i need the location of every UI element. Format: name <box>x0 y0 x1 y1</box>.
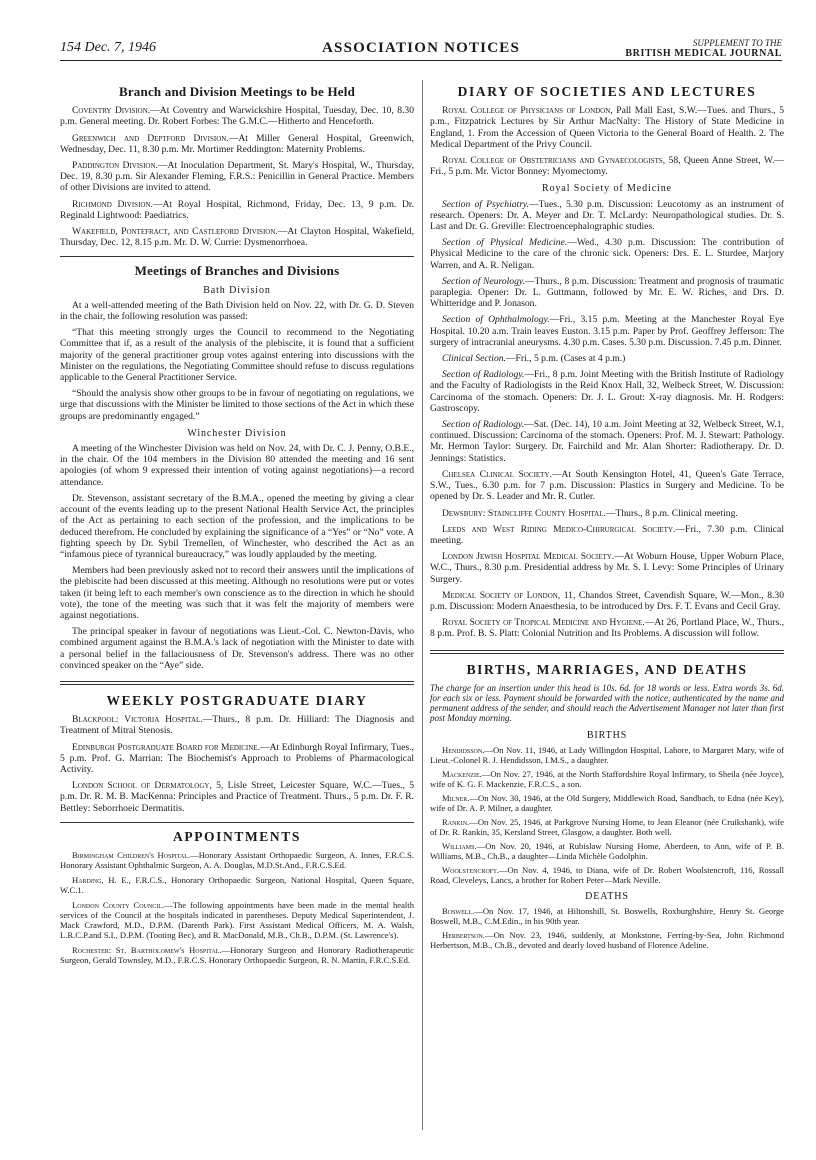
entry-name: Section of Radiology. <box>442 369 525 381</box>
entry-name: Harding, H. E., <box>72 874 131 885</box>
branch-meetings-list <box>60 105 414 248</box>
entry-name: Coventry Division. <box>72 105 151 117</box>
entry-name: Birmingham Children's Hospital. <box>72 849 191 860</box>
bmd-heading: BIRTHS, MARRIAGES, AND DEATHS <box>466 661 748 677</box>
header-rule <box>60 60 782 61</box>
insertion-notice: The charge for an insertion under this head is 10s. 6d. for 18 words or less. Extra words 3s. 6d. for each six or less. Payment should be forwarded with the notice, authenticated by the name and permanent address of the sender, and should reach the Advertisement Manager not later than first post Monday morning. <box>430 682 784 724</box>
branch-meetings-heading: Branch and Division Meetings to be Held <box>118 84 356 99</box>
list-item <box>430 865 784 885</box>
list-item <box>60 714 414 736</box>
entry-text: —At Coventry and Warwickshire Hospital, Tuesday, Dec. 10, 8.30 p.m. General meeting. Dr. Robert Forbes: The G.M.C.—Hitherto and Henceforth. <box>60 105 415 128</box>
entry-text: —On Nov. 25, 1946, at Parkgrove Nursing Home, to Jean Eleanor (née Cruikshank), wife of Dr. R. Rankin, 35, Kersland Street, Glasgow, a daughter. Both well. <box>430 816 784 837</box>
entry-text: —At South Kensington Hotel, 41, Queen's Gate Terrace, S.W., Tues., 6.30 p.m. for 7 p.m. Discussion: Plastics in Surgery and Medicine. To be opened by Dr. S. Leader and Mr. R. Cutler. <box>430 468 784 503</box>
entry-name: Section of Psychiatry. <box>442 198 530 210</box>
list-item <box>60 105 414 127</box>
section-title: ASSOCIATION NOTICES <box>322 40 520 56</box>
list-item <box>430 314 784 348</box>
diary-other-list <box>430 469 784 640</box>
bath-resolution: “Should the analysis show other groups to be in favour of negotiating on regulations, we urge that discussions with the Minister be limited to those sections of the Act in which these groups are predominantly engaged.” <box>60 388 414 422</box>
winchester-subheading: Winchester Division <box>187 427 287 439</box>
births-list <box>430 745 784 885</box>
appointments-list <box>60 850 414 965</box>
bath-paragraph: At a well-attended meeting of the Bath Division held on Nov. 22, with Dr. G. D. Steven in the chair, the following resolution was passed: <box>60 299 414 323</box>
bath-resolution: “That this meeting strongly urges the Council to recommend to the Negotiating Committee that if, as a result of the analysis of the plebiscite, it is found that a sufficient majority of the general practitioner group votes against entering into discussions with the Minister on the regulations, the Negotiating Committee should refuse to discuss regulations applicable to the General Practitioner Service. <box>60 327 414 384</box>
supplement-label <box>625 38 782 59</box>
entry-name: Section of Ophthalmology. <box>442 314 550 326</box>
list-item <box>430 419 784 464</box>
deaths-heading: DEATHS <box>585 890 629 902</box>
list-item <box>60 850 414 870</box>
entry-name: Richmond Division. <box>72 198 153 210</box>
right-column <box>430 80 784 954</box>
entry-name: Royal College of Physicians of London, <box>442 105 613 117</box>
entry-text: —At Woburn House, Upper Woburn Place, W.C., Thurs., 8.30 p.m. Presidential address by Mr. S. I. Levy: Some Principles of Urinary Surgery. <box>430 551 784 585</box>
entry-text: —On Nov. 20, 1946, at Rubislaw Nursing Home, Aberdeen, to Ann, wife of P. B. Williams, M.B., Ch.B., a daughter—Linda Michèle Godolphin. <box>430 840 784 861</box>
list-item <box>430 769 784 789</box>
list-item <box>430 551 784 585</box>
entry-text: —Honorary Assistant Orthopaedic Surgeon, A. Innes, F.R.C.S. Honorary Assistant Ophthalmic Surgeon, A. A. Douglas, M.D.St.And., F.R.C.S.Ed. <box>60 849 414 870</box>
entry-name: Herbertson. <box>442 929 485 940</box>
list-item <box>60 226 414 248</box>
list-item <box>430 276 784 310</box>
entry-name: Woolstencroft. <box>442 864 499 875</box>
deaths-list <box>430 906 784 950</box>
entry-name: Wakefield, Pontefract, and Castleford Division. <box>72 226 278 238</box>
list-item <box>430 105 784 150</box>
entry-text: —Sat. (Dec. 14), 10 a.m. Joint Meeting at 32, Welbeck Street, W.1, continued. Discussion: Carcinoma of the stomach. Openers: Prof. M. J. Stewart: Pathology. Mr. Hermon Taylor: Surgery. Dr. Fairchild and Mr. Alan Shorter: Radiotherapy. Dr. D. Jennings: Statistics. <box>430 419 784 464</box>
list-item <box>60 133 414 155</box>
entry-name: Section of Radiology. <box>442 419 525 431</box>
list-item <box>430 617 784 639</box>
list-item <box>60 945 414 965</box>
entry-name: Paddington Division. <box>72 160 158 172</box>
entry-name: Blackpool: Victoria Hospital. <box>72 714 203 726</box>
entry-text: —Tues., 5.30 p.m. Discussion: Leucotomy as an instrument of research. Openers: Dr. A. Meyer and Dr. T. McLardy: Neuropathological studies. Dr. S. Last and Dr. G. Greville: Electroencephalographic studies. <box>430 198 784 233</box>
winchester-paragraph: A meeting of the Winchester Division was held on Nov. 24, with Dr. C. J. Penny, O.B.E., in the chair. Of the 104 members in the Division 80 attended the meeting and 16 sent apologies (of whom 9 expressed their intention of voting against negotiations)—a record attendance. <box>60 443 414 488</box>
entry-text: —At Clayton Hospital, Wakefield, Thursday, Dec. 12, 8.15 p.m. Mr. D. W. Currie: Dysmenorrhoea. <box>60 226 414 249</box>
list-item <box>430 199 784 233</box>
list-item <box>60 160 414 194</box>
list-item <box>60 780 414 814</box>
births-heading: BIRTHS <box>586 729 628 741</box>
winchester-paragraph: Dr. Stevenson, assistant secretary of the B.M.A., opened the meeting by giving a clear account of the events leading up to the present National Health Service Act, the principles of the Act as pertaining to each section of the profession, and the implications to be deduced therefrom. He concluded by explaining the significance of a “Yes” or “No” vote. A fighting speech by Dr. Sybil Tremellen, of Winchester, who described the Act as an “infamous piece of tyrannical bureaucracy,” was loudly applauded by the meeting. <box>60 492 414 560</box>
bath-subheading: Bath Division <box>203 284 271 296</box>
entry-name: Dewsbury: Staincliffe County Hospital. <box>442 507 606 519</box>
list-item <box>60 900 414 940</box>
entry-text: —On Nov. 4, 1946, to Diana, wife of Dr. Robert Woolstencroft, 116, Rossall Road, Cleveleys, Lancs, a brother for Robert Peter—Mark Neville. <box>430 864 784 885</box>
entry-name: London School of Dermatology, <box>72 780 212 792</box>
list-item <box>430 155 784 177</box>
list-item <box>430 930 784 950</box>
list-item <box>60 875 414 895</box>
list-item <box>430 508 784 519</box>
entry-name: Section of Physical Medicine. <box>442 237 568 249</box>
entry-text: —Fri., 8 p.m. Joint Meeting with the British Institute of Radiology and the Faculty of Radiologists in the Reid Knox Hall, 32, Welbeck Street, W. Discussion: Carcinoma of the stomach. Openers: Dr. J. L. Grout: X-ray diagnosis. Mr. H. Rodgers: Gastroscopy. <box>430 369 784 414</box>
entry-name: Williams. <box>442 840 477 851</box>
entry-name: Chelsea Clinical Society. <box>442 468 552 480</box>
rsm-list <box>430 199 784 464</box>
entry-text: 5, Lisle Street, Leicester Square, W.C.—Tues., 5 p.m. Dr. R. M. B. MacKenna: Principles and Practice of Treatment. Thurs., 5 p.m. Dr. F. R. Bettley: Seborrhoeic Dermatitis. <box>60 780 414 814</box>
list-item <box>430 590 784 612</box>
entry-name: Royal College of Obstetricians and Gynaecologists, <box>442 155 666 167</box>
supplement-line-2: BRITISH MEDICAL JOURNAL <box>625 48 782 59</box>
list-item <box>430 841 784 861</box>
entry-text: —On Nov. 27, 1946, at the North Staffordshire Royal Infirmary, to Sheila (née Joyce), wife of K. G. F. Mackenzie, F.R.C.S., a son. <box>430 768 784 789</box>
list-item <box>430 237 784 271</box>
entry-text: —Thurs., 8 p.m. Dr. Hilliard: The Diagnosis and Treatment of Mitral Stenosis. <box>60 714 414 737</box>
entry-name: Medical Society of London, <box>442 589 561 601</box>
entry-text: 11, Chandos Street, Cavendish Square, W.—Mon., 8.30 p.m. Discussion: Modern Anaesthesia, to be introduced by Drs. F. T. Evans and Cecil Gray. <box>430 589 784 612</box>
weekly-diary-heading: WEEKLY POSTGRADUATE DIARY <box>106 692 368 708</box>
entry-text: 58, Queen Anne Street, W.—Fri., 5 p.m. Mr. Victor Bonney: Myomectomy. <box>430 155 784 178</box>
appointments-heading: APPOINTMENTS <box>173 828 301 844</box>
entry-text: —At Inoculation Department, St. Mary's Hospital, W., Thursday, Dec. 19, 8.30 p.m. Sir Alexander Fleming, F.R.S.: Penicillin in General Practice. Members of other Divisions are invited to attend. <box>60 160 414 194</box>
entry-name: Rankin. <box>442 816 470 827</box>
list-item <box>430 353 784 364</box>
entry-text: —Thurs., 8 p.m. Clinical meeting. <box>605 507 738 519</box>
list-item <box>430 906 784 926</box>
entry-name: London Jewish Hospital Medical Society. <box>442 551 615 563</box>
entry-text: —Honorary Surgeon and Honorary Radiotherapeutic Surgeon, Gerald Townsley, M.D., F.R.C.S. Honorary Orthopaedic Surgeon, R. N. Martin, F.R.C.S.Ed. <box>60 944 414 965</box>
winchester-paragraph: The principal speaker in favour of negotiations was Lieut.-Col. C. Newton-Davis, who combined argument against the B.M.A.'s lack of negotiation with the Minister to date with a personal belief in the fallaciousness of Dr. Stevenson's address. There was no other convinced speaker on the “Aye” side. <box>60 626 414 671</box>
entry-text: —On Nov. 17, 1946, at Hiltonshill, St. Boswells, Roxburghshire, Henry St. George Boswell, M.B., C.M.Edin., in his 90th year. <box>430 905 784 926</box>
entry-text: Pall Mall East, S.W.—Tues. and Thurs., 5 p.m., Fitzpatrick Lectures by Sir Arthur MacNalty: The History of State Medicine in England, 1. From the Accession of Queen Victoria to the General Board of Health. 2. The Medical Department of the Privy Council. <box>430 105 785 150</box>
entry-name: Milner. <box>442 792 470 803</box>
entry-text: —On Nov. 30, 1946, at the Old Surgery, Middlewich Road, Sandbach, to Edna (née Key), wife of Dr. A. P. Milner, a daughter. <box>430 792 784 813</box>
winchester-paragraph: Members had been previously asked not to record their answers until the implications of the plebiscite had been discussed at this meeting. Although no resolutions were put or votes taken (it being left to each member's own conscience as to the direction in which he should vote), the tone of the meeting was such that it was felt the majority of members were against negotiations. <box>60 565 414 621</box>
section-divider <box>60 681 414 685</box>
meetings-heading: Meetings of Branches and Divisions <box>134 263 340 279</box>
entry-text: —Fri., 3.15 p.m. Meeting at the Manchester Royal Eye Hospital. 10.20 a.m. Train leaves Euston. 3.15 p.m. Paper by Prof. Geoffrey Jefferson: The surgery of intracranial aneurysms. 4.30 p.m. Cases. 5.30 p.m. Discussion. 7.45 p.m. Dinner. <box>430 314 784 348</box>
section-divider <box>60 822 414 823</box>
entry-text: —At 26, Portland Place, W., Thurs., 8 p.m. Prof. B. S. Platt: Colonial Nutrition and Its Problems. A discussion will follow. <box>430 617 784 640</box>
entry-name: Greenwich and Deptford Division. <box>72 132 229 144</box>
entry-text: F.R.C.S., Honorary Orthopaedic Surgeon, National Hospital, Queen Square, W.C.1. <box>60 874 415 895</box>
list-item <box>430 524 784 546</box>
entry-name: Boswell. <box>442 905 475 916</box>
entry-text: —At Miller General Hospital, Greenwich, Wednesday, Dec. 11, 8.30 p.m. Mr. Mortimer Reddington: Maternity Problems. <box>60 132 415 155</box>
list-item <box>430 369 784 414</box>
entry-text: —The following appointments have been made in the mental health services of the Council at the hospitals indicated in parentheses. Deputy Medical Superintendent, J. Mack Crawford, M.D., D.P.M. (Darenth Park). First Assistant Medical Officers, M. A. Walsh, L.R.C.P.and S.I., D.P.M. (Tooting Bec), and R. MacDonald, M.B., Ch.B., D.P.M. (St. Lawrence's). <box>60 899 414 940</box>
left-column <box>60 80 414 970</box>
list-item <box>430 469 784 503</box>
entry-name: Section of Neurology. <box>442 275 526 287</box>
entry-text: —Wed., 4.30 p.m. Discussion: The contribution of Physical Medicine to the care of the chronic sick. Openers: Drs. E. L. Sturdee, Marjory Warren, and A. R. Neligan. <box>430 237 784 271</box>
entry-name: Leeds and West Riding Medico-Chirurgical Society. <box>442 523 676 535</box>
diary-list <box>430 105 784 177</box>
entry-text: —Thurs., 8 p.m. Discussion: Treatment and prognosis of traumatic paraplegia. Opener: Dr. L. Guttmann, followed by Mr. E. W. Riches, and Drs. D. Whitteridge and P. Jonason. <box>430 275 784 310</box>
rsm-heading: Royal Society of Medicine <box>542 183 672 195</box>
entry-text: —On Nov. 11, 1946, at Lady Willingdon Hospital, Lahore, to Margaret Mary, wife of Lieut.-Colonel R. J. Hendidsson, I.M.S., a daughter. <box>430 744 784 765</box>
section-divider <box>60 256 414 257</box>
section-divider <box>430 650 784 654</box>
entry-name: Hendidsson. <box>442 744 485 755</box>
entry-text: —At Royal Hospital, Richmond, Friday, Dec. 13, 9 p.m. Dr. Reginald Lightwood: Paediatrics. <box>60 198 414 221</box>
list-item <box>430 793 784 813</box>
list-item <box>60 199 414 221</box>
weekly-diary-list <box>60 714 414 814</box>
entry-name: London County Council. <box>72 899 165 910</box>
supplement-line-1: SUPPLEMENT TO THE <box>692 38 782 48</box>
list-item <box>60 742 414 776</box>
page-header <box>60 36 782 68</box>
list-item <box>430 817 784 837</box>
entry-text: —On Nov. 23, 1946, suddenly, at Monkstone, Ferring-by-Sea, John Richmond Herbertson, M.B., Ch.B., devoted and dearly loved husband of Florence Adeline. <box>430 929 784 950</box>
entry-text: —At Edinburgh Royal Infirmary, Tues., 5 p.m. Prof. G. Marrian: The Biochemist's Approach to Problems of Pharmacological Activity. <box>60 741 415 775</box>
entry-name: Mackenzie. <box>442 768 482 779</box>
entry-text: —Fri., 7.30 p.m. Clinical meeting. <box>430 523 784 546</box>
entry-text: —Fri., 5 p.m. (Cases at 4 p.m.) <box>505 353 626 365</box>
diary-heading: DIARY OF SOCIETIES AND LECTURES <box>457 84 757 99</box>
entry-name: Royal Society of Tropical Medicine and Hygiene. <box>442 617 645 629</box>
page-number-date: 154 Dec. 7, 1946 <box>60 40 157 55</box>
entry-name: Clinical Section. <box>442 353 506 365</box>
entry-name: Edinburgh Postgraduate Board for Medicine. <box>72 741 260 753</box>
entry-name: Rochester: St. Bartholomew's Hospital. <box>72 944 222 955</box>
list-item <box>430 745 784 765</box>
column-divider <box>422 80 423 1130</box>
